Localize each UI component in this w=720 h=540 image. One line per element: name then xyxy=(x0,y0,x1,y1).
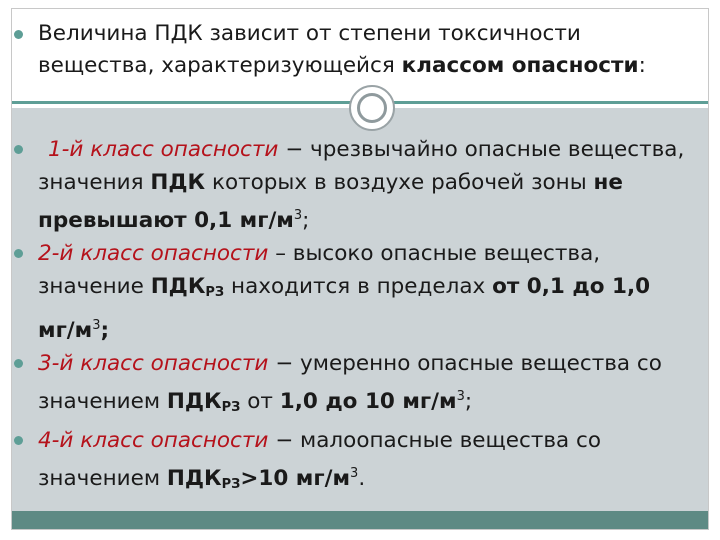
item-desc: − малоопасные вещества со значением xyxy=(38,428,602,491)
header-text xyxy=(38,18,674,82)
circle-ornament-inner xyxy=(357,93,387,123)
bottom-bar xyxy=(12,511,708,529)
bullet-icon xyxy=(14,249,23,258)
bullet-icon xyxy=(14,30,23,39)
class-label: 1-й класс опасности xyxy=(48,137,279,162)
item-text xyxy=(38,424,694,501)
class-label: 2-й класс опасности xyxy=(38,241,269,266)
list-item xyxy=(14,347,694,424)
class-label: 3-й класс опасности xyxy=(38,351,269,376)
item-bold-value: 1,0 до 10 мг/м xyxy=(279,389,457,414)
circle-ornament-icon xyxy=(349,85,395,131)
header-end: : xyxy=(638,53,646,78)
pdk-label: ПДК xyxy=(150,170,206,195)
item-text xyxy=(38,347,694,424)
item-desc: − умеренно опасные вещества со значением xyxy=(38,351,662,414)
bullet-icon xyxy=(14,359,23,368)
item-end: ; xyxy=(100,318,110,343)
item-middle: находится в пределах xyxy=(224,274,493,299)
bullet-icon xyxy=(14,145,23,154)
superscript: 3 xyxy=(293,208,303,223)
item-desc: − чрезвычайно опасные вещества, значения xyxy=(38,137,685,195)
item-bold-value: от 0,1 до 1,0 мг/м xyxy=(38,274,651,343)
class-label: 4-й класс опасности xyxy=(38,428,269,453)
pdk-label: ПДК xyxy=(166,389,222,414)
header-part1: Величина ПДК зависит от степени токсичности вещества, характеризующейся xyxy=(38,21,581,78)
item-bold-value: не превышают 0,1 мг/м xyxy=(38,170,623,233)
item-middle: от xyxy=(240,389,280,414)
list-item xyxy=(14,237,694,347)
item-text xyxy=(38,237,694,347)
item-bold-value: >10 мг/м xyxy=(240,466,351,491)
subscript: РЗ xyxy=(221,477,241,492)
subscript: РЗ xyxy=(205,285,225,300)
header-bullet xyxy=(14,18,674,82)
item-end: ; xyxy=(302,208,310,233)
list-item xyxy=(14,133,694,237)
item-text xyxy=(38,133,694,237)
pdk-label: ПДК xyxy=(166,466,222,491)
superscript: 3 xyxy=(456,389,465,404)
item-end: ; xyxy=(464,389,473,414)
hazard-class-list xyxy=(14,133,694,501)
list-item xyxy=(14,424,694,501)
item-middle: которых в воздухе рабочей зоны xyxy=(205,170,594,195)
superscript: 3 xyxy=(92,318,101,333)
subscript: РЗ xyxy=(221,400,241,415)
pdk-label: ПДК xyxy=(150,274,206,299)
item-end: . xyxy=(358,466,366,491)
header-bold: классом опасности xyxy=(401,53,639,78)
bullet-icon xyxy=(14,436,23,445)
superscript: 3 xyxy=(350,466,359,481)
item-desc: – высоко опасные вещества, значение xyxy=(38,241,601,299)
